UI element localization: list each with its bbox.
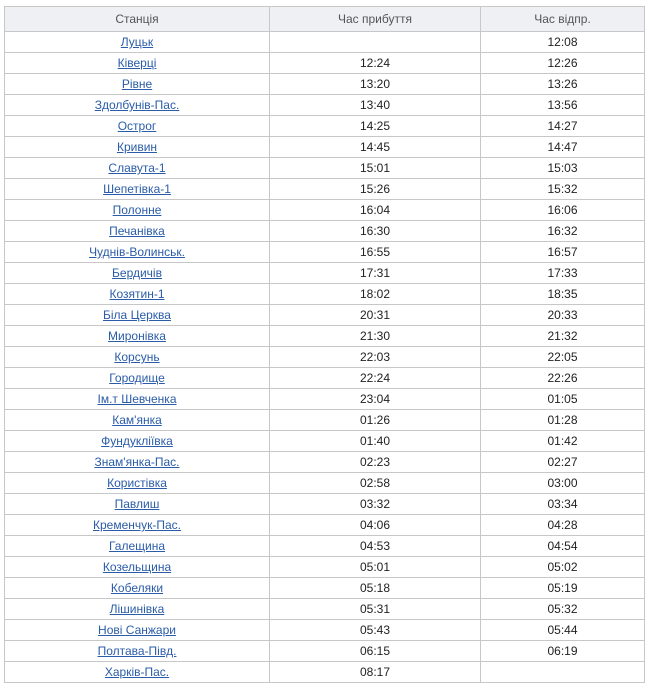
station-link[interactable]: Козельщина (102, 560, 172, 574)
table-row (5, 158, 645, 179)
station-link[interactable]: Користівка (107, 476, 167, 490)
table-row (5, 137, 645, 158)
station-link[interactable]: Козятин-1 (109, 287, 165, 301)
departure-time-cell: 17:33 (481, 263, 645, 284)
station-link[interactable]: Біла Церква (103, 308, 171, 322)
arrival-time-cell: 22:24 (270, 368, 481, 389)
station-cell (5, 221, 270, 242)
arrival-time-cell: 15:01 (270, 158, 481, 179)
arrival-time-cell: 22:03 (270, 347, 481, 368)
station-link[interactable]: Харків-Пас. (104, 665, 170, 679)
station-cell (5, 95, 270, 116)
departure-time-cell: 16:06 (481, 200, 645, 221)
arrival-time-cell: 08:17 (270, 662, 481, 683)
station-cell (5, 473, 270, 494)
station-link[interactable]: Нові Санжари (98, 623, 176, 637)
arrival-time-cell: 13:40 (270, 95, 481, 116)
table-row (5, 431, 645, 452)
departure-time-cell: 01:28 (481, 410, 645, 431)
station-cell (5, 179, 270, 200)
station-cell (5, 599, 270, 620)
station-link[interactable]: Кременчук-Пас. (92, 518, 182, 532)
station-cell (5, 620, 270, 641)
table-row (5, 599, 645, 620)
table-row (5, 494, 645, 515)
station-cell (5, 515, 270, 536)
station-link[interactable]: Здолбунів-Пас. (94, 98, 180, 112)
table-row (5, 662, 645, 683)
departure-time-cell: 05:19 (481, 578, 645, 599)
station-link[interactable]: Славута-1 (108, 161, 166, 175)
departure-time-cell: 12:26 (481, 53, 645, 74)
table-row (5, 116, 645, 137)
station-cell (5, 410, 270, 431)
table-row (5, 347, 645, 368)
station-link[interactable]: Луцьк (120, 35, 154, 49)
train-schedule-table (4, 6, 645, 683)
station-cell (5, 158, 270, 179)
station-link[interactable]: Рівне (121, 77, 153, 91)
station-link[interactable]: Бердичів (112, 266, 162, 280)
station-link[interactable]: Ім.т Шевченка (97, 392, 177, 406)
station-link[interactable]: Полтава-Півд. (97, 644, 177, 658)
station-cell (5, 494, 270, 515)
arrival-time-cell: 14:25 (270, 116, 481, 137)
table-row (5, 74, 645, 95)
station-cell (5, 389, 270, 410)
station-link[interactable]: Знам'янка-Пас. (94, 455, 180, 469)
arrival-time-cell: 16:55 (270, 242, 481, 263)
departure-time-cell: 15:03 (481, 158, 645, 179)
station-cell (5, 305, 270, 326)
arrival-time-cell: 04:06 (270, 515, 481, 536)
schedule-container (4, 6, 644, 683)
table-row (5, 95, 645, 116)
departure-time-cell: 03:00 (481, 473, 645, 494)
station-link[interactable]: Ківерці (117, 56, 157, 70)
table-row (5, 578, 645, 599)
station-link[interactable]: Печанівка (109, 224, 165, 238)
table-row (5, 557, 645, 578)
station-cell (5, 641, 270, 662)
station-cell (5, 347, 270, 368)
station-link[interactable]: Миронівка (108, 329, 166, 343)
table-row (5, 410, 645, 431)
station-cell (5, 578, 270, 599)
table-row (5, 263, 645, 284)
header-station: Станція (5, 7, 270, 32)
table-row (5, 473, 645, 494)
station-cell (5, 137, 270, 158)
arrival-time-cell: 02:23 (270, 452, 481, 473)
table-row (5, 620, 645, 641)
table-row (5, 389, 645, 410)
arrival-time-cell: 17:31 (270, 263, 481, 284)
station-cell (5, 53, 270, 74)
arrival-time-cell: 01:40 (270, 431, 481, 452)
station-cell (5, 326, 270, 347)
departure-time-cell: 13:56 (481, 95, 645, 116)
station-cell (5, 284, 270, 305)
arrival-time-cell: 23:04 (270, 389, 481, 410)
station-cell (5, 662, 270, 683)
arrival-time-cell: 16:04 (270, 200, 481, 221)
departure-time-cell: 22:26 (481, 368, 645, 389)
arrival-time-cell: 02:58 (270, 473, 481, 494)
station-cell (5, 200, 270, 221)
arrival-time-cell: 18:02 (270, 284, 481, 305)
table-row (5, 284, 645, 305)
station-link[interactable]: Кобеляки (110, 581, 164, 595)
station-link[interactable]: Павлиш (114, 497, 160, 511)
table-row (5, 515, 645, 536)
station-cell (5, 74, 270, 95)
arrival-time-cell: 03:32 (270, 494, 481, 515)
departure-time-cell: 16:57 (481, 242, 645, 263)
arrival-time-cell: 14:45 (270, 137, 481, 158)
departure-time-cell: 21:32 (481, 326, 645, 347)
station-link[interactable]: Кам'янка (112, 413, 162, 427)
table-row (5, 179, 645, 200)
departure-time-cell: 06:19 (481, 641, 645, 662)
station-link[interactable]: Чуднів-Волинськ. (89, 245, 185, 259)
departure-time-cell: 15:32 (481, 179, 645, 200)
departure-time-cell: 02:27 (481, 452, 645, 473)
station-link[interactable]: Острог (117, 119, 157, 133)
table-row (5, 200, 645, 221)
station-link[interactable]: Корсунь (114, 350, 160, 364)
departure-time-cell: 14:27 (481, 116, 645, 137)
arrival-time-cell: 05:31 (270, 599, 481, 620)
table-row (5, 305, 645, 326)
departure-time-cell: 04:54 (481, 536, 645, 557)
station-link[interactable]: Полонне (112, 203, 162, 217)
departure-time-cell: 05:02 (481, 557, 645, 578)
departure-time-cell: 03:34 (481, 494, 645, 515)
table-row (5, 452, 645, 473)
arrival-time-cell: 12:24 (270, 53, 481, 74)
table-row (5, 536, 645, 557)
arrival-time-cell: 01:26 (270, 410, 481, 431)
arrival-time-cell: 05:01 (270, 557, 481, 578)
station-cell (5, 32, 270, 53)
arrival-time-cell (270, 32, 481, 53)
header-arrival: Час прибуття (270, 7, 481, 32)
station-cell (5, 368, 270, 389)
departure-time-cell: 01:42 (481, 431, 645, 452)
arrival-time-cell: 13:20 (270, 74, 481, 95)
station-cell (5, 263, 270, 284)
station-cell (5, 242, 270, 263)
station-link[interactable]: Кривин (116, 140, 158, 154)
station-cell (5, 431, 270, 452)
table-row (5, 368, 645, 389)
departure-time-cell: 14:47 (481, 137, 645, 158)
departure-time-cell: 05:32 (481, 599, 645, 620)
table-row (5, 326, 645, 347)
departure-time-cell (481, 662, 645, 683)
arrival-time-cell: 21:30 (270, 326, 481, 347)
station-cell (5, 536, 270, 557)
table-row (5, 53, 645, 74)
arrival-time-cell: 05:18 (270, 578, 481, 599)
departure-time-cell: 13:26 (481, 74, 645, 95)
station-cell (5, 557, 270, 578)
table-body (5, 32, 645, 683)
departure-time-cell: 04:28 (481, 515, 645, 536)
departure-time-cell: 05:44 (481, 620, 645, 641)
station-cell (5, 452, 270, 473)
departure-time-cell: 18:35 (481, 284, 645, 305)
arrival-time-cell: 04:53 (270, 536, 481, 557)
header-departure: Час відпр. (481, 7, 645, 32)
station-link[interactable]: Шепетівка-1 (103, 182, 171, 196)
arrival-time-cell: 06:15 (270, 641, 481, 662)
departure-time-cell: 12:08 (481, 32, 645, 53)
station-link[interactable]: Городище (109, 371, 165, 385)
station-link[interactable]: Фундуклiївка (101, 434, 173, 448)
arrival-time-cell: 16:30 (270, 221, 481, 242)
arrival-time-cell: 20:31 (270, 305, 481, 326)
table-row (5, 32, 645, 53)
table-row (5, 242, 645, 263)
arrival-time-cell: 05:43 (270, 620, 481, 641)
table-row (5, 641, 645, 662)
departure-time-cell: 22:05 (481, 347, 645, 368)
arrival-time-cell: 15:26 (270, 179, 481, 200)
station-link[interactable]: Лiшинiвка (109, 602, 165, 616)
departure-time-cell: 01:05 (481, 389, 645, 410)
station-cell (5, 116, 270, 137)
departure-time-cell: 20:33 (481, 305, 645, 326)
table-header-row (5, 7, 645, 32)
station-link[interactable]: Галещина (108, 539, 166, 553)
departure-time-cell: 16:32 (481, 221, 645, 242)
table-row (5, 221, 645, 242)
